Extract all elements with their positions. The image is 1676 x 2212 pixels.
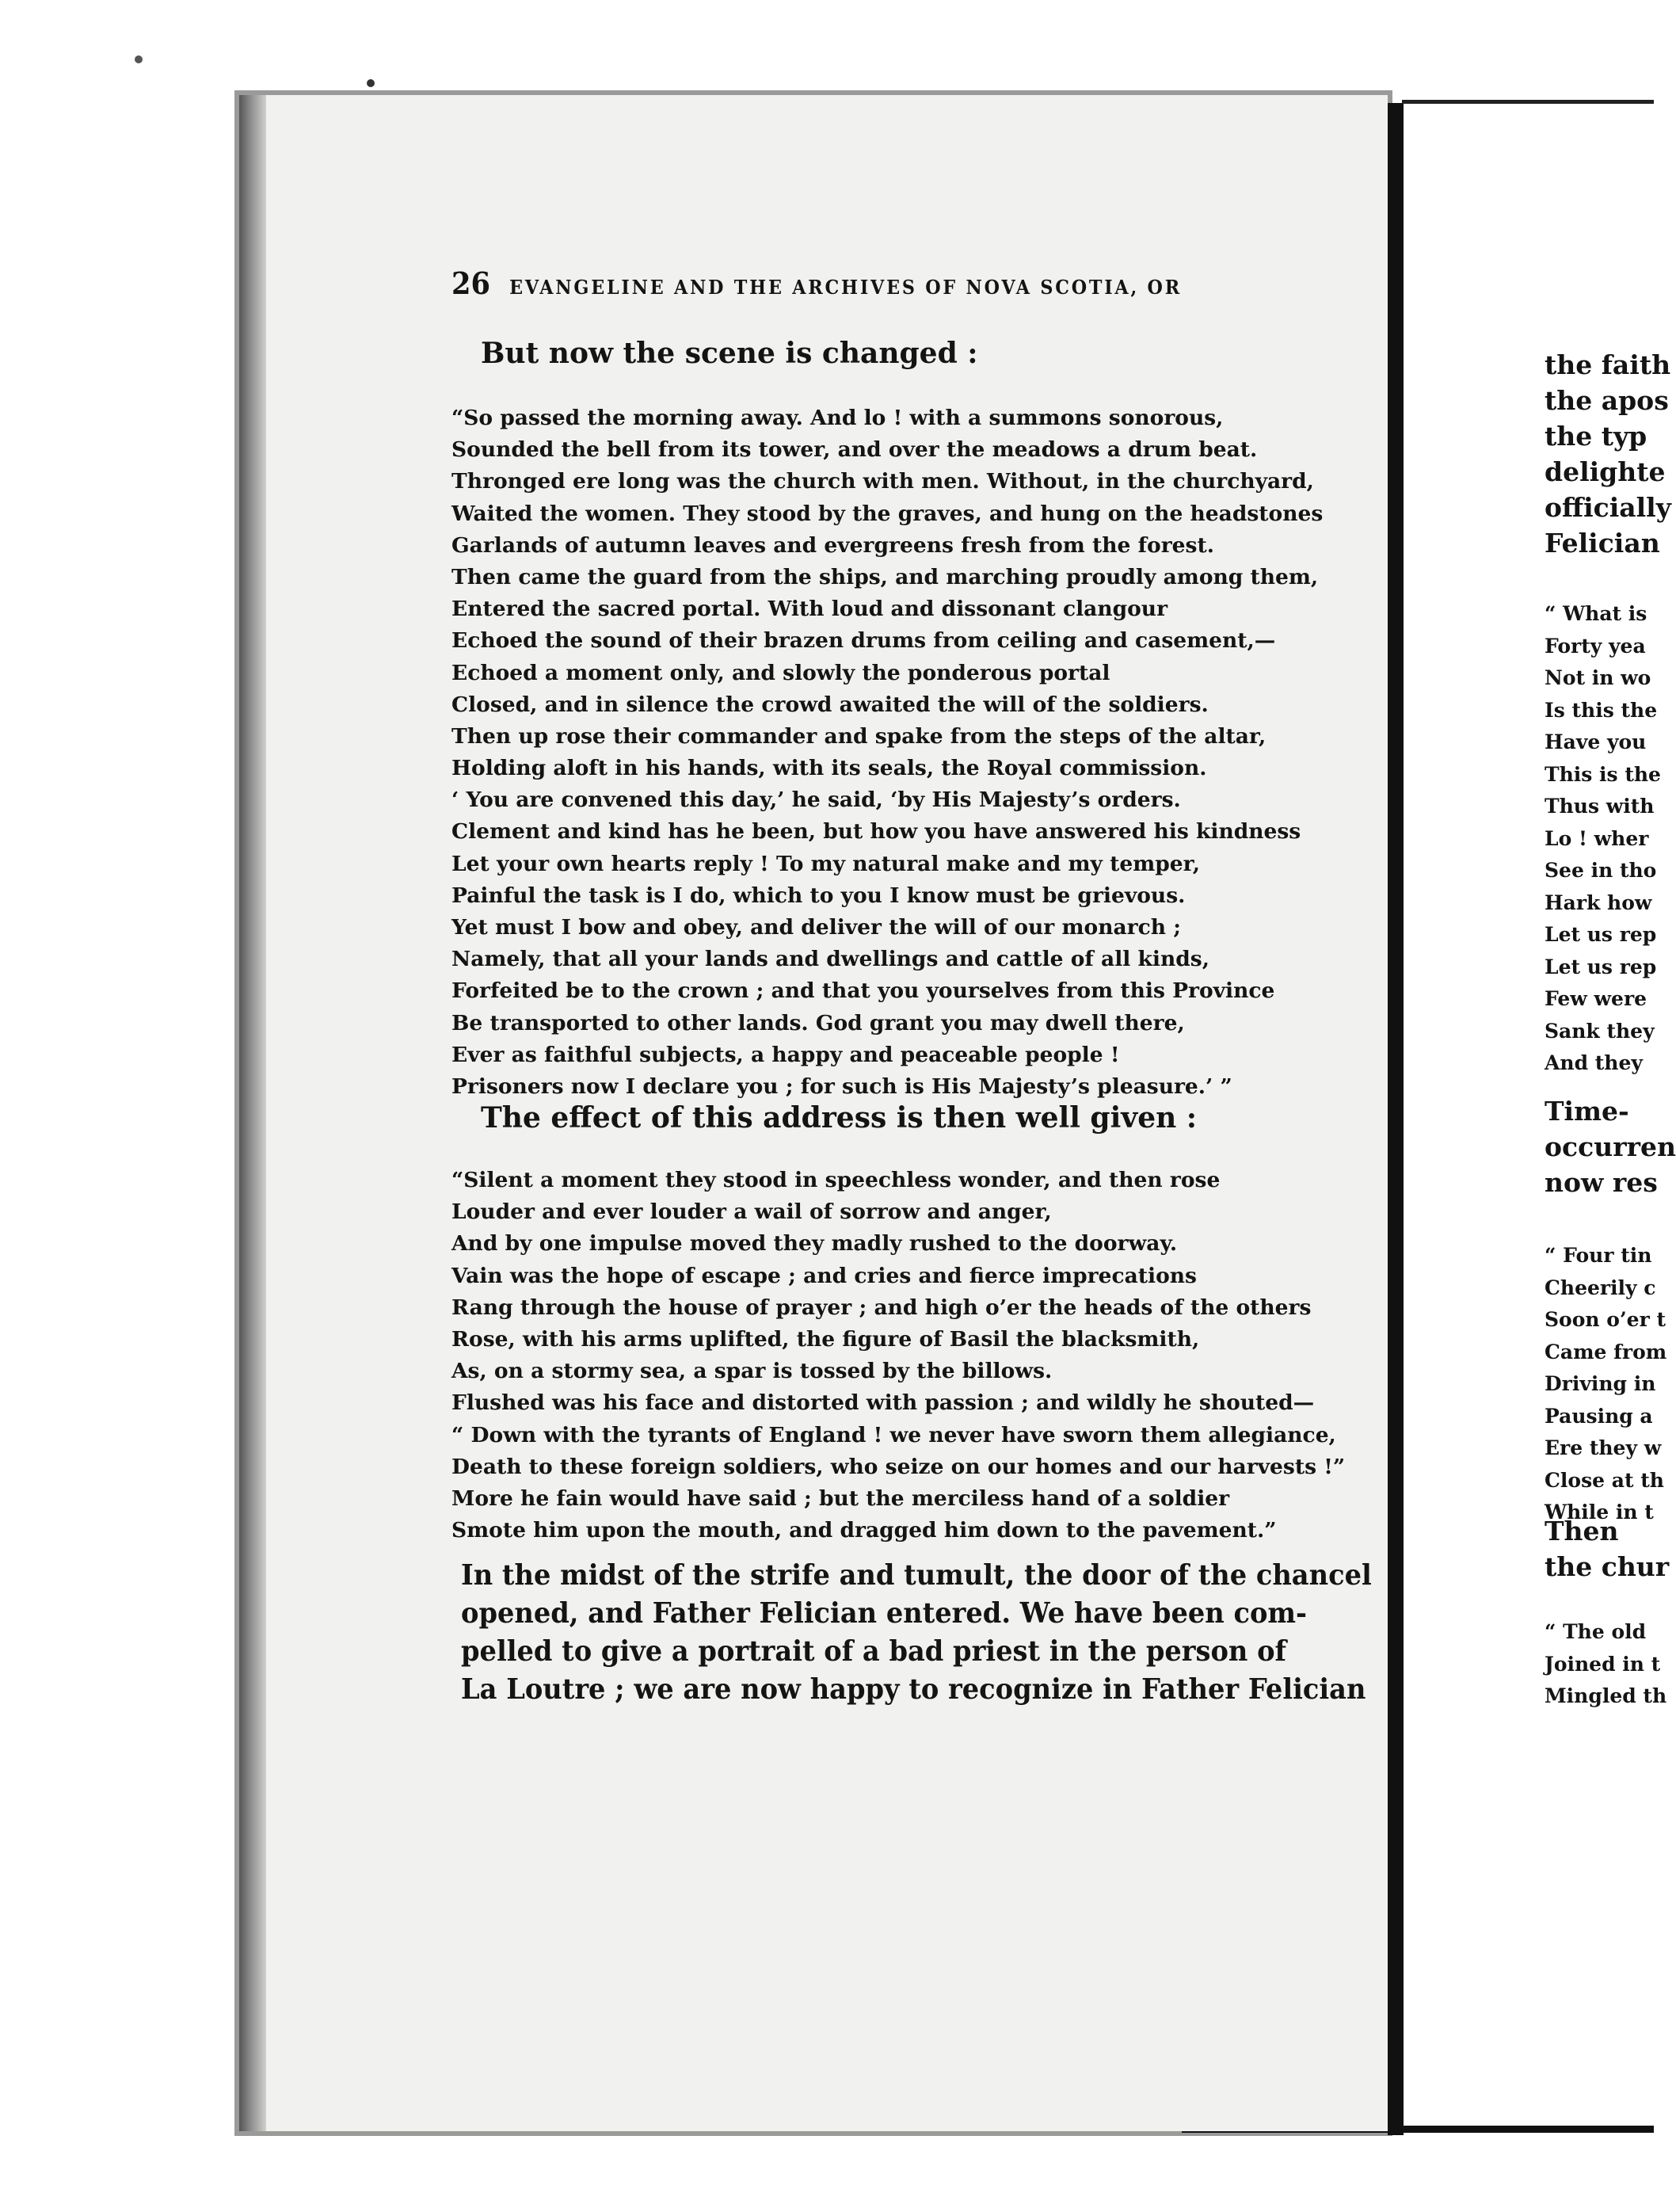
fragment-line: Ere they w [1545,1436,1662,1459]
left-page [239,95,1388,2131]
poem-line: Death to these foreign soldiers, who seize on our homes and our harvests !” [451,1454,1346,1479]
intro-line-1: But now the scene is changed : [481,337,978,370]
prose-line: La Loutre ; we are now happy to recognize in Father Felician [461,1673,1366,1706]
fragment-line: Felician [1545,528,1660,559]
fragment-line: Joined in t [1545,1652,1661,1676]
fragment-line: Thus with [1545,795,1655,818]
right-poem-1 [1545,598,1661,1080]
poem-line: Prisoners now I declare you ; for such is His Majesty’s pleasure.’ ” [451,1074,1232,1099]
poem-line: Rose, with his arms uplifted, the figure of Basil the blacksmith, [451,1326,1200,1352]
fragment-line: While in t [1545,1501,1654,1524]
poem-line: Garlands of autumn leaves and evergreens fresh from the forest. [451,532,1214,558]
fragment-line: This is the [1545,762,1661,786]
poem-line: Sounded the bell from its tower, and over the meadows a drum beat. [451,437,1258,463]
poem-line: Painful the task is I do, which to you I know must be grievous. [451,883,1186,908]
right-page-fragment [1411,95,1676,2131]
fragment-line: the chur [1545,1551,1670,1582]
running-head [451,265,1362,301]
poem-line: Yet must I bow and obey, and deliver the will of our monarch ; [451,915,1182,940]
speck-mark [135,55,143,63]
fragment-line: Came from [1545,1340,1667,1363]
fragment-line: Forty yea [1545,634,1646,658]
fragment-line: Cheerily c [1545,1276,1656,1299]
poem-line: Waited the women. They stood by the graves, and hung on the headstones [451,501,1324,526]
fragment-line: Hark how [1545,891,1652,914]
fragment-line: Few were [1545,987,1647,1010]
poem-line: Echoed the sound of their brazen drums from ceiling and casement,— [451,628,1276,654]
fragment-line: Pausing a [1545,1404,1653,1428]
fragment-line: delighte [1545,456,1666,487]
fragment-line: Sank they [1545,1019,1655,1043]
fragment-line: And they [1545,1051,1643,1074]
poem-line: Vain was the hope of escape ; and cries and fierce imprecations [451,1263,1197,1288]
prose-line: pelled to give a portrait of a bad priest in the person of [461,1635,1287,1668]
fragment-line: the typ [1545,421,1647,452]
poem-line: Clement and kind has he been, but how you have answered his kindness [451,819,1301,845]
prose-paragraph [461,1557,1372,1709]
fragment-line: Soon o’er t [1545,1308,1666,1331]
fragment-line: Time- [1545,1096,1629,1127]
fragment-line: Then [1545,1516,1619,1546]
fragment-line: “ What is [1545,602,1647,625]
fragment-line: now res [1545,1167,1658,1198]
page-number: 26 [451,265,491,301]
poem-line: “Silent a moment they stood in speechless wonder, and then rose [451,1168,1221,1192]
right-prose-3 [1545,1513,1669,1585]
poem-line: Ever as faithful subjects, a happy and peaceable people ! [451,1042,1120,1067]
poem-line: Entered the sacred portal. With loud and dissonant clangour [451,597,1168,622]
poem-line: Thronged ere long was the church with men. Without, in the churchyard, [451,469,1314,494]
right-prose-2 [1545,1093,1676,1200]
right-poem-2 [1545,1240,1666,1529]
fragment-line: Is this the [1545,698,1658,722]
fragment-line: Driving in [1545,1372,1656,1395]
intro-line-2: The effect of this address is then well given : [481,1101,1198,1135]
poem-line: Closed, and in silence the crowd awaited the will of the soldiers. [451,692,1209,717]
poem-line: Then up rose their commander and spake from the steps of the altar, [451,723,1267,749]
right-poem-3 [1545,1616,1666,1713]
fragment-line: occurren [1545,1131,1676,1162]
fragment-line: officially [1545,492,1671,523]
speck-mark [367,79,375,87]
poem-block-2 [451,1165,1345,1546]
poem-line: Flushed was his face and distorted with passion ; and wildly he shouted— [451,1390,1315,1416]
poem-block-1 [451,402,1323,1103]
fragment-line: Have you [1545,730,1647,753]
poem-line: ‘ You are convened this day,’ he said, ‘by His Majesty’s orders. [451,788,1181,813]
poem-line: More he fain would have said ; but the merciless hand of a soldier [451,1485,1230,1511]
poem-line: “So passed the morning away. And lo ! with a summons sonorous, [451,406,1224,430]
poem-line: Be transported to other lands. God grant you may dwell there, [451,1010,1185,1035]
poem-line: Forfeited be to the crown ; and that you yourselves from this Province [451,978,1275,1004]
poem-line: Then came the guard from the ships, and marching proudly among them, [451,564,1319,589]
poem-line: Let your own hearts reply ! To my natural make and my temper, [451,851,1200,876]
fragment-line: See in tho [1545,859,1657,882]
poem-line: Louder and ever louder a wail of sorrow and anger, [451,1199,1052,1225]
poem-line: As, on a stormy sea, a spar is tossed by the billows. [451,1359,1053,1384]
poem-line: Rang through the house of prayer ; and high o’er the heads of the others [451,1295,1312,1320]
gutter-line [1388,103,1404,2135]
fragment-line: “ Four tin [1545,1244,1652,1267]
fragment-line: the apos [1545,385,1669,416]
fragment-line: Lo ! wher [1545,826,1649,850]
right-prose-1 [1545,347,1671,561]
poem-line: Echoed a moment only, and slowly the ponderous portal [451,660,1110,685]
poem-line: And by one impulse moved they madly rushed to the doorway. [451,1231,1178,1257]
fragment-line: the faith [1545,349,1671,380]
prose-line: opened, and Father Felician entered. We have been com- [461,1597,1308,1630]
fragment-line: “ The old [1545,1620,1647,1643]
fragment-line: Not in wo [1545,666,1651,689]
poem-line: Namely, that all your lands and dwellings and cattle of all kinds, [451,947,1209,972]
fragment-line: Mingled th [1545,1684,1667,1707]
running-title: EVANGELINE AND THE ARCHIVES OF NOVA SCOTIA, OR [509,276,1182,299]
fragment-line: Close at th [1545,1468,1664,1492]
fragment-line: Let us rep [1545,923,1657,946]
fragment-line: Let us rep [1545,955,1657,978]
prose-line: In the midst of the strife and tumult, the door of the chancel [461,1559,1372,1592]
poem-line: Holding aloft in his hands, with its seals, the Royal commission. [451,756,1207,781]
poem-line: Smote him upon the mouth, and dragged him down to the pavement.” [451,1518,1277,1543]
poem-line: “ Down with the tyrants of England ! we never have sworn them allegiance, [451,1422,1336,1447]
